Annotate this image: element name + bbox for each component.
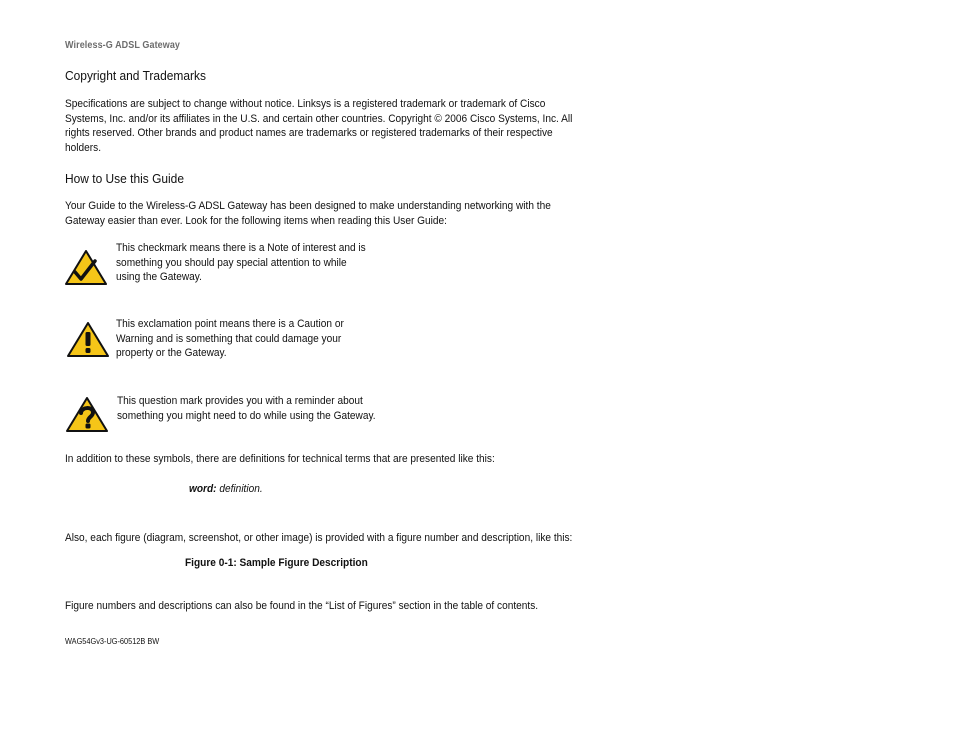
definition-term: word: bbox=[189, 483, 217, 495]
note-symbol-text: This checkmark means there is a Note of interest and is something you should pay special attention to while using the Gateway. bbox=[116, 242, 366, 283]
caution-symbol-text: This exclamation point means there is a Caution or Warning and is something that could damage your property or the Gateway. bbox=[116, 318, 344, 359]
guide-heading: How to Use this Guide bbox=[65, 171, 184, 186]
sample-figure-caption: Figure 0-1: Sample Figure Description bbox=[185, 557, 368, 569]
figures-outro-paragraph: Figure numbers and descriptions can also be found in the “List of Figures” section in the table of contents. bbox=[65, 600, 539, 612]
reminder-symbol bbox=[66, 396, 108, 437]
question-mark-warning-icon bbox=[66, 396, 108, 432]
exclamation-warning-icon bbox=[67, 321, 109, 357]
document-code-footer: WAG54Gv3-UG-60512B BW bbox=[65, 637, 160, 646]
reminder-symbol-text: This question mark provides you with a reminder about something you might need to do while using the Gateway. bbox=[117, 395, 376, 422]
definitions-intro-paragraph: In addition to these symbols, there are definitions for technical terms that are presented like this: bbox=[65, 453, 495, 465]
definition-text: definition. bbox=[216, 483, 263, 495]
running-header: Wireless-G ADSL Gateway bbox=[65, 40, 181, 51]
guide-intro-paragraph: Your Guide to the Wireless-G ADSL Gateway has been designed to make understanding networking with the Gateway easier than ever. Look for the following items when reading this User Guide: bbox=[65, 200, 551, 227]
copyright-heading: Copyright and Trademarks bbox=[65, 68, 206, 83]
figures-intro-paragraph: Also, each figure (diagram, screenshot, or other image) is provided with a figure number and description, like this: bbox=[65, 532, 573, 544]
sample-definition bbox=[189, 483, 263, 495]
checkmark-warning-icon bbox=[65, 249, 107, 285]
copyright-paragraph: Specifications are subject to change without notice. Linksys is a registered trademark or trademark of Cisco Systems, Inc. and/or its affiliates in the U.S. and certain other countries. Copyright © 2006 Cisco Systems, Inc. All rights reserved. Other brands and product names are trademarks or registered trademarks of their respective holders. bbox=[65, 98, 573, 154]
caution-symbol bbox=[67, 321, 109, 362]
note-symbol bbox=[65, 249, 107, 290]
